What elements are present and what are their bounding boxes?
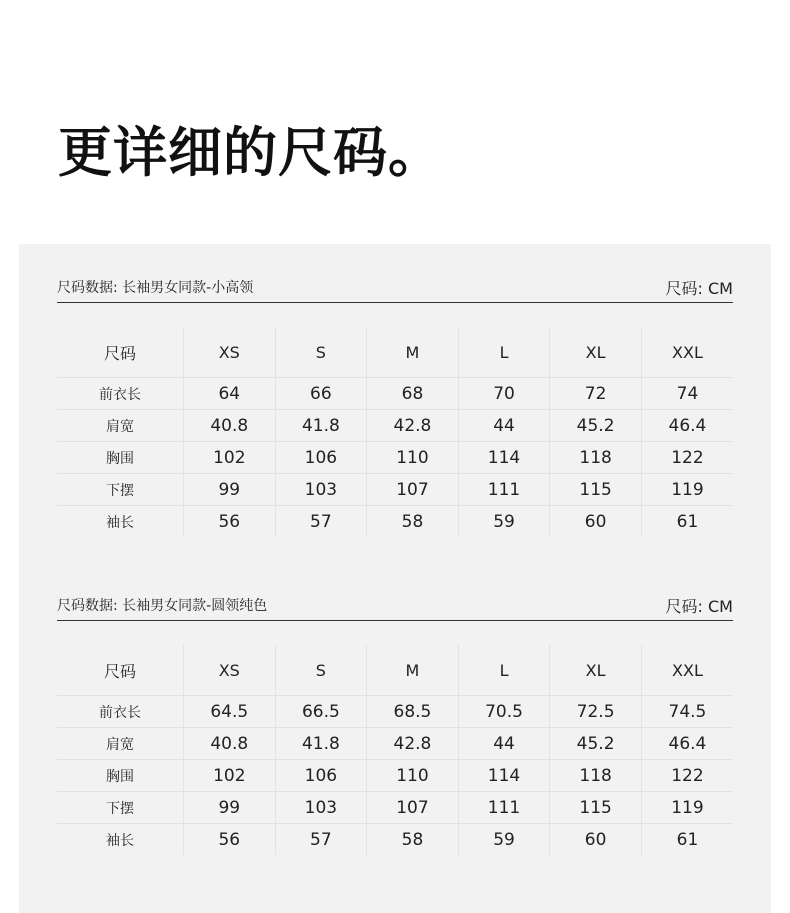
table-row xyxy=(57,506,733,538)
measurement-cell: 111 xyxy=(458,792,550,824)
measurement-cell: 74 xyxy=(641,378,733,410)
row-label-cell: 袖长 xyxy=(106,514,134,531)
measurement-cell: 68 xyxy=(367,378,459,410)
measurement-cell: 59 xyxy=(458,506,550,538)
row-label-cell: 肩宽 xyxy=(57,410,184,442)
measurement-cell: 119 xyxy=(641,474,733,506)
size-table-heading: 尺码数据: 长袖男女同款-小高领 xyxy=(57,280,254,296)
header-label-cell: 尺码 xyxy=(57,645,184,696)
measurement-cell: 41.8 xyxy=(275,728,367,760)
measurement-cell: 103 xyxy=(275,474,367,506)
measurement-cell: 46.4 xyxy=(641,728,733,760)
size-header-cell: L xyxy=(458,327,550,378)
measurement-cell: 42.8 xyxy=(367,410,459,442)
size-unit-label: 尺码: CM xyxy=(665,596,733,616)
table-row xyxy=(57,474,733,506)
measurement-cell: 45.2 xyxy=(550,410,642,442)
measurement-cell: 115 xyxy=(550,474,642,506)
measurement-cell: 110 xyxy=(367,760,459,792)
row-label-cell: 下摆 xyxy=(57,474,184,506)
size-table-header xyxy=(57,272,733,303)
measurement-cell: 114 xyxy=(458,760,550,792)
measurement-cell: 118 xyxy=(550,760,642,792)
measurement-cell: 103 xyxy=(275,792,367,824)
table-row xyxy=(57,760,733,792)
measurement-cell: 64 xyxy=(184,378,276,410)
table-header-row xyxy=(57,327,733,378)
size-header-cell: M xyxy=(367,645,459,696)
measurement-cell: 118 xyxy=(550,442,642,474)
measurement-cell: 45.2 xyxy=(550,728,642,760)
measurement-cell: 41.8 xyxy=(275,410,367,442)
measurement-cell: 44 xyxy=(458,410,550,442)
size-table-header xyxy=(57,590,733,621)
size-header-cell: XXL xyxy=(641,645,733,696)
measurement-cell: 57 xyxy=(275,824,367,856)
table-row xyxy=(57,378,733,410)
size-header-cell: XL xyxy=(550,327,642,378)
row-label-cell: 袖长 xyxy=(106,832,134,849)
measurement-cell: 110 xyxy=(367,442,459,474)
measurement-cell: 102 xyxy=(184,760,276,792)
measurement-cell: 106 xyxy=(275,442,367,474)
measurement-cell: 60 xyxy=(550,824,642,856)
measurement-cell: 114 xyxy=(458,442,550,474)
table-row xyxy=(57,824,733,856)
row-label-cell: 胸围 xyxy=(57,442,184,474)
size-header-cell: XS xyxy=(184,327,276,378)
measurement-cell: 64.5 xyxy=(184,696,276,728)
measurement-cell: 60 xyxy=(550,506,642,538)
measurement-cell: 56 xyxy=(184,506,276,538)
measurement-cell: 40.8 xyxy=(184,728,276,760)
measurement-cell: 70 xyxy=(458,378,550,410)
measurement-cell: 72.5 xyxy=(550,696,642,728)
measurement-cell: 122 xyxy=(641,760,733,792)
size-header-cell: L xyxy=(458,645,550,696)
row-label-cell: 肩宽 xyxy=(57,728,184,760)
measurement-cell: 61 xyxy=(641,506,733,538)
size-table-heading: 尺码数据: 长袖男女同款-圆领纯色 xyxy=(57,598,268,614)
measurement-cell: 59 xyxy=(458,824,550,856)
measurement-cell: 66 xyxy=(275,378,367,410)
measurement-cell: 99 xyxy=(184,792,276,824)
measurement-cell: 56 xyxy=(184,824,276,856)
measurement-cell: 66.5 xyxy=(275,696,367,728)
size-header-cell: S xyxy=(275,645,367,696)
table-row xyxy=(57,792,733,824)
size-header-cell: XS xyxy=(184,645,276,696)
row-label-cell: 下摆 xyxy=(57,792,184,824)
row-label-cell: 胸围 xyxy=(57,760,184,792)
measurement-cell: 115 xyxy=(550,792,642,824)
size-header-cell: XXL xyxy=(641,327,733,378)
row-label-cell: 前衣长 xyxy=(57,378,184,410)
size-table-section-1 xyxy=(57,272,733,537)
header-label-cell: 尺码 xyxy=(57,327,184,378)
measurement-cell: 70.5 xyxy=(458,696,550,728)
table-row xyxy=(57,696,733,728)
row-label-cell: 前衣长 xyxy=(57,696,184,728)
measurement-cell: 107 xyxy=(367,474,459,506)
measurement-cell: 119 xyxy=(641,792,733,824)
size-table xyxy=(57,645,733,855)
size-unit-label: 尺码: CM xyxy=(665,278,733,298)
measurement-cell: 44 xyxy=(458,728,550,760)
size-header-cell: M xyxy=(367,327,459,378)
measurement-cell: 42.8 xyxy=(367,728,459,760)
measurement-cell: 99 xyxy=(184,474,276,506)
measurement-cell: 106 xyxy=(275,760,367,792)
measurement-cell: 40.8 xyxy=(184,410,276,442)
measurement-cell: 122 xyxy=(641,442,733,474)
measurement-cell: 111 xyxy=(458,474,550,506)
size-table-section-2 xyxy=(57,590,733,855)
page-title: 更详细的尺码。 xyxy=(58,121,443,184)
measurement-cell: 57 xyxy=(275,506,367,538)
measurement-cell: 102 xyxy=(184,442,276,474)
table-header-row xyxy=(57,645,733,696)
table-row xyxy=(57,442,733,474)
size-table xyxy=(57,327,733,537)
size-header-cell: S xyxy=(275,327,367,378)
size-header-cell: XL xyxy=(550,645,642,696)
measurement-cell: 61 xyxy=(641,824,733,856)
measurement-cell: 68.5 xyxy=(367,696,459,728)
measurement-cell: 74.5 xyxy=(641,696,733,728)
measurement-cell: 72 xyxy=(550,378,642,410)
measurement-cell: 107 xyxy=(367,792,459,824)
measurement-cell: 58 xyxy=(367,506,459,538)
measurement-cell: 58 xyxy=(367,824,459,856)
table-row xyxy=(57,728,733,760)
measurement-cell: 46.4 xyxy=(641,410,733,442)
table-row xyxy=(57,410,733,442)
size-chart-panel xyxy=(19,244,771,913)
